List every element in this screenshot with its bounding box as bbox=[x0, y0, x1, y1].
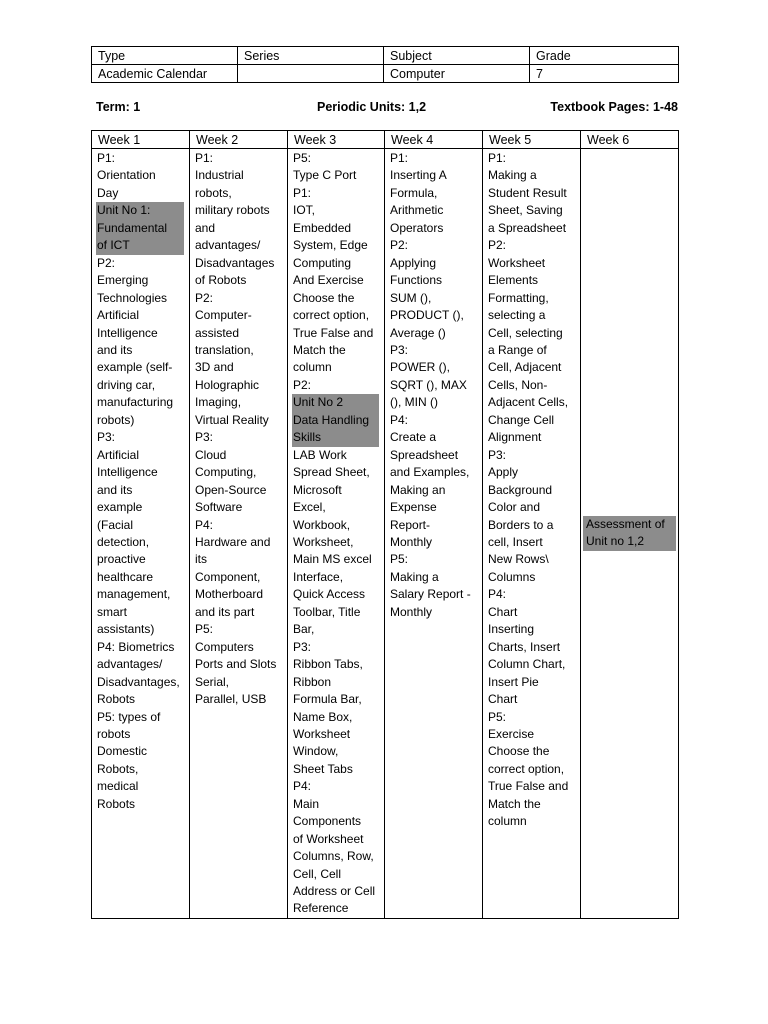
topic-line: P2: bbox=[195, 290, 214, 305]
topic-line: Monthly bbox=[390, 534, 433, 549]
topic-line: Open-Source bbox=[195, 482, 267, 497]
topic-line: Orientation bbox=[97, 168, 156, 183]
topic-line: Parallel, USB bbox=[195, 692, 267, 707]
topic-line: Reference bbox=[293, 901, 349, 916]
info-value-series bbox=[238, 65, 384, 83]
topic-line: P4: Biometrics bbox=[97, 639, 175, 654]
week-5-content bbox=[483, 149, 581, 919]
topic-line: robots bbox=[97, 726, 131, 741]
topic-line: Ports and Slots bbox=[195, 657, 277, 672]
topic-line: Main MS excel bbox=[293, 552, 372, 567]
info-header-subject: Subject bbox=[384, 47, 530, 65]
topic-line: Intelligence bbox=[97, 325, 158, 340]
topic-line: P2: bbox=[488, 238, 507, 253]
topic-line: Change Cell bbox=[488, 412, 555, 427]
topic-line: True False and bbox=[488, 779, 569, 794]
topic-line: and its bbox=[97, 482, 133, 497]
topic-line: Software bbox=[195, 500, 243, 515]
topic-line: POWER (), bbox=[390, 360, 450, 375]
week-6-content bbox=[581, 149, 679, 919]
topic-line: LAB Work bbox=[293, 447, 347, 462]
topic-line: Alignment bbox=[488, 430, 542, 445]
topic-line: Serial, bbox=[195, 674, 230, 689]
topic-line: Color and bbox=[488, 500, 541, 515]
topic-line: Choose the bbox=[488, 744, 550, 759]
textbook-pages-label: Textbook Pages: 1-48 bbox=[550, 100, 678, 114]
topic-line: Adjacent Cells, bbox=[488, 395, 569, 410]
topic-line: example bbox=[97, 500, 143, 515]
info-value-row bbox=[92, 65, 679, 83]
topic-line: robots) bbox=[97, 412, 135, 427]
topic-line: P1: bbox=[293, 185, 312, 200]
topic-line: SQRT (), MAX bbox=[390, 377, 467, 392]
topic-line: proactive bbox=[97, 552, 146, 567]
topic-line: Arithmetic bbox=[390, 203, 444, 218]
topic-line: P3: bbox=[195, 430, 214, 445]
topic-line: Cell, Adjacent bbox=[488, 360, 562, 375]
topic-line: Borders to a bbox=[488, 517, 554, 532]
topic-line: P1: bbox=[488, 151, 507, 165]
topic-line: Hardware and bbox=[195, 534, 271, 549]
topic-line: driving car, bbox=[97, 377, 156, 392]
topic-line: New Rows\ bbox=[488, 552, 549, 567]
topic-line: correct option, bbox=[488, 761, 565, 776]
topic-line: assistants) bbox=[97, 622, 155, 637]
topic-line: P2: bbox=[293, 377, 312, 392]
topic-line: management, bbox=[97, 587, 171, 602]
info-header-type: Type bbox=[92, 47, 238, 65]
topic-line: P4: bbox=[488, 587, 507, 602]
term-row bbox=[91, 100, 678, 118]
topic-line: Microsoft bbox=[293, 482, 342, 497]
topic-line: Main bbox=[293, 796, 320, 811]
topic-line: Columns, Row, bbox=[293, 849, 374, 864]
topic-line: Workbook, bbox=[293, 517, 351, 532]
topic-line: Columns bbox=[488, 569, 536, 584]
week-1-header: Week 1 bbox=[92, 131, 190, 149]
topic-line: Spread Sheet, bbox=[293, 465, 370, 480]
topic-line: Excel, bbox=[293, 500, 326, 515]
topic-line: System, Edge bbox=[293, 238, 368, 253]
topic-line: P5: bbox=[390, 552, 409, 567]
topic-line: Worksheet bbox=[488, 255, 546, 270]
topic-line: Toolbar, Title bbox=[293, 604, 361, 619]
topic-line: its bbox=[195, 552, 207, 567]
info-table bbox=[91, 46, 679, 83]
highlighted-unit-line: Unit no 1,2 bbox=[583, 533, 676, 550]
topic-line: correct option, bbox=[293, 308, 370, 323]
topic-line: Artificial bbox=[97, 447, 140, 462]
topic-line: Spreadsheet bbox=[390, 447, 459, 462]
topic-line: Apply bbox=[488, 465, 519, 480]
info-value-subject: Computer bbox=[384, 65, 530, 83]
topic-line: Cloud bbox=[195, 447, 227, 462]
topic-line: Exercise bbox=[488, 726, 535, 741]
topic-line: P2: bbox=[97, 255, 116, 270]
topic-line: Formatting, bbox=[488, 290, 549, 305]
topic-line: Create a bbox=[390, 430, 437, 445]
topic-line: healthcare bbox=[97, 569, 154, 584]
topic-line: cell, Insert bbox=[488, 534, 543, 549]
topic-line: medical bbox=[97, 779, 139, 794]
week-2-header: Week 2 bbox=[190, 131, 288, 149]
topic-line: Ribbon bbox=[293, 674, 332, 689]
week-3-content bbox=[288, 149, 385, 919]
topic-line: Cells, Non- bbox=[488, 377, 548, 392]
topic-line: Computing, bbox=[195, 465, 257, 480]
topic-line: P3: bbox=[293, 639, 312, 654]
topic-line: Chart bbox=[488, 692, 518, 707]
topic-line: Domestic bbox=[97, 744, 148, 759]
info-value-type: Academic Calendar bbox=[92, 65, 238, 83]
topic-line: Holographic bbox=[195, 377, 260, 392]
topic-line: Formula, bbox=[390, 185, 438, 200]
topic-line: Inserting A bbox=[390, 168, 447, 183]
topic-line: P5: bbox=[488, 709, 507, 724]
topic-line: and Examples, bbox=[390, 465, 470, 480]
topic-line: Type C Port bbox=[293, 168, 357, 183]
week-1-content bbox=[92, 149, 190, 919]
topic-line: Computers bbox=[195, 639, 254, 654]
topic-line: Insert Pie bbox=[488, 674, 539, 689]
topic-line: Robots, bbox=[97, 761, 139, 776]
topic-line: Window, bbox=[293, 744, 339, 759]
topic-line: Expense bbox=[390, 500, 437, 515]
week-3-header: Week 3 bbox=[288, 131, 385, 149]
topic-line: Embedded bbox=[293, 220, 352, 235]
topic-line: Day bbox=[97, 185, 119, 200]
topic-line: Imaging, bbox=[195, 395, 242, 410]
topic-line: P4: bbox=[390, 412, 409, 427]
highlighted-unit-line: Assessment of bbox=[583, 516, 676, 533]
topic-line: Industrial bbox=[195, 168, 244, 183]
topic-line: a Range of bbox=[488, 342, 547, 357]
topic-line: And Exercise bbox=[293, 273, 364, 288]
topic-line: Column Chart, bbox=[488, 657, 566, 672]
topic-line: advantages/ bbox=[97, 657, 163, 672]
week-5-header: Week 5 bbox=[483, 131, 581, 149]
topic-line: Interface, bbox=[293, 569, 344, 584]
topic-line: Intelligence bbox=[97, 465, 158, 480]
topic-line: Robots bbox=[97, 692, 136, 707]
highlighted-unit-line: of ICT bbox=[96, 237, 184, 254]
topic-line: Sheet Tabs bbox=[293, 761, 353, 776]
topic-line: Robots bbox=[97, 796, 136, 811]
topic-line: Operators bbox=[390, 220, 444, 235]
topic-line: Salary Report - bbox=[390, 587, 471, 602]
topic-line: Emerging bbox=[97, 273, 149, 288]
topic-line: P5: bbox=[195, 622, 214, 637]
topic-line: Inserting bbox=[488, 622, 535, 637]
topic-line: P3: bbox=[390, 342, 409, 357]
highlighted-unit-line: Data Handling bbox=[292, 412, 379, 429]
topic-line: advantages/ bbox=[195, 238, 261, 253]
topic-line: Making a bbox=[488, 168, 537, 183]
topic-line: Monthly bbox=[390, 604, 433, 619]
topic-line: 3D and bbox=[195, 360, 234, 375]
topic-line: selecting a bbox=[488, 308, 546, 323]
topic-line: Making a bbox=[390, 569, 439, 584]
topic-line: Average () bbox=[390, 325, 446, 340]
topic-line: Charts, Insert bbox=[488, 639, 561, 654]
topic-line: manufacturing bbox=[97, 395, 174, 410]
topic-line: Disadvantages bbox=[195, 255, 275, 270]
topic-line: military robots bbox=[195, 203, 270, 218]
periodic-units-label: Periodic Units: 1,2 bbox=[317, 100, 427, 114]
topic-line: P4: bbox=[195, 517, 214, 532]
topic-line: Match the bbox=[293, 342, 346, 357]
topic-line: Technologies bbox=[97, 290, 168, 305]
topic-line: PRODUCT (), bbox=[390, 308, 464, 323]
topic-line: Virtual Reality bbox=[195, 412, 269, 427]
topic-line: Artificial bbox=[97, 308, 140, 323]
topic-line: (), MIN () bbox=[390, 395, 438, 410]
highlighted-unit-line: Skills bbox=[292, 429, 379, 446]
topic-line: column bbox=[293, 360, 332, 375]
topic-line: P1: bbox=[97, 151, 116, 165]
topic-line: Worksheet bbox=[293, 726, 351, 741]
topic-line: column bbox=[488, 814, 527, 829]
topic-line: Applying bbox=[390, 255, 437, 270]
topic-line: True False and bbox=[293, 325, 374, 340]
topic-line: Bar, bbox=[293, 622, 315, 637]
topic-line: P3: bbox=[488, 447, 507, 462]
topic-line: Formula Bar, bbox=[293, 692, 362, 707]
topic-line: of Worksheet bbox=[293, 831, 364, 846]
topic-line: Ribbon Tabs, bbox=[293, 657, 363, 672]
topic-line: P3: bbox=[97, 430, 116, 445]
topic-line: Cell, selecting bbox=[488, 325, 563, 340]
week-2-content bbox=[190, 149, 288, 919]
topic-line: Components bbox=[293, 814, 362, 829]
topic-line: and its bbox=[97, 342, 133, 357]
topic-line: Disadvantages, bbox=[97, 674, 180, 689]
info-header-series: Series bbox=[238, 47, 384, 65]
topic-line: Sheet, Saving bbox=[488, 203, 563, 218]
topic-line: Address or Cell bbox=[293, 884, 376, 899]
topic-line: Choose the bbox=[293, 290, 355, 305]
topic-line: of Robots bbox=[195, 273, 247, 288]
highlighted-unit-line: Unit No 2 bbox=[292, 394, 379, 411]
weekly-plan-table bbox=[91, 130, 679, 919]
topic-line: Computer- bbox=[195, 308, 252, 323]
topic-line: Computing bbox=[293, 255, 352, 270]
highlighted-unit-line: Unit No 1: bbox=[96, 202, 184, 219]
week-4-content bbox=[385, 149, 483, 919]
highlighted-unit-line: Fundamental bbox=[96, 220, 184, 237]
week-4-header: Week 4 bbox=[385, 131, 483, 149]
topic-line: Quick Access bbox=[293, 587, 366, 602]
topic-line: Student Result bbox=[488, 185, 567, 200]
topic-line: translation, bbox=[195, 342, 254, 357]
topic-line: and its part bbox=[195, 604, 255, 619]
topic-line: Elements bbox=[488, 273, 539, 288]
topic-line: Making an bbox=[390, 482, 446, 497]
topic-line: P1: bbox=[390, 151, 409, 165]
topic-line: Chart bbox=[488, 604, 518, 619]
topic-line: Name Box, bbox=[293, 709, 353, 724]
topic-line: Worksheet, bbox=[293, 534, 354, 549]
topic-line: Report- bbox=[390, 517, 431, 532]
topic-line: Motherboard bbox=[195, 587, 264, 602]
topic-line: (Facial bbox=[97, 517, 134, 532]
topic-line: example (self- bbox=[97, 360, 173, 375]
topic-line: Cell, Cell bbox=[293, 866, 342, 881]
topic-line: smart bbox=[97, 604, 127, 619]
topic-line: Background bbox=[488, 482, 553, 497]
topic-line: IOT, bbox=[293, 203, 316, 218]
info-header-grade: Grade bbox=[530, 47, 679, 65]
topic-line: P4: bbox=[293, 779, 312, 794]
topic-line: SUM (), bbox=[390, 290, 432, 305]
week-6-header: Week 6 bbox=[581, 131, 679, 149]
topic-line: P5: bbox=[293, 151, 312, 165]
info-header-row bbox=[92, 47, 679, 65]
topic-line: Component, bbox=[195, 569, 261, 584]
topic-line: Match the bbox=[488, 796, 541, 811]
topic-line: a Spreadsheet bbox=[488, 220, 567, 235]
topic-line: P5: types of bbox=[97, 709, 161, 724]
term-label: Term: 1 bbox=[96, 100, 141, 114]
topic-line: detection, bbox=[97, 534, 150, 549]
topic-line: and bbox=[195, 220, 216, 235]
info-value-grade: 7 bbox=[530, 65, 679, 83]
week-header-row bbox=[92, 131, 679, 149]
topic-line: assisted bbox=[195, 325, 240, 340]
topic-line: P2: bbox=[390, 238, 409, 253]
topic-line: P1: bbox=[195, 151, 214, 165]
topic-line: Functions bbox=[390, 273, 443, 288]
week-content-row bbox=[92, 149, 679, 919]
topic-line: robots, bbox=[195, 185, 232, 200]
